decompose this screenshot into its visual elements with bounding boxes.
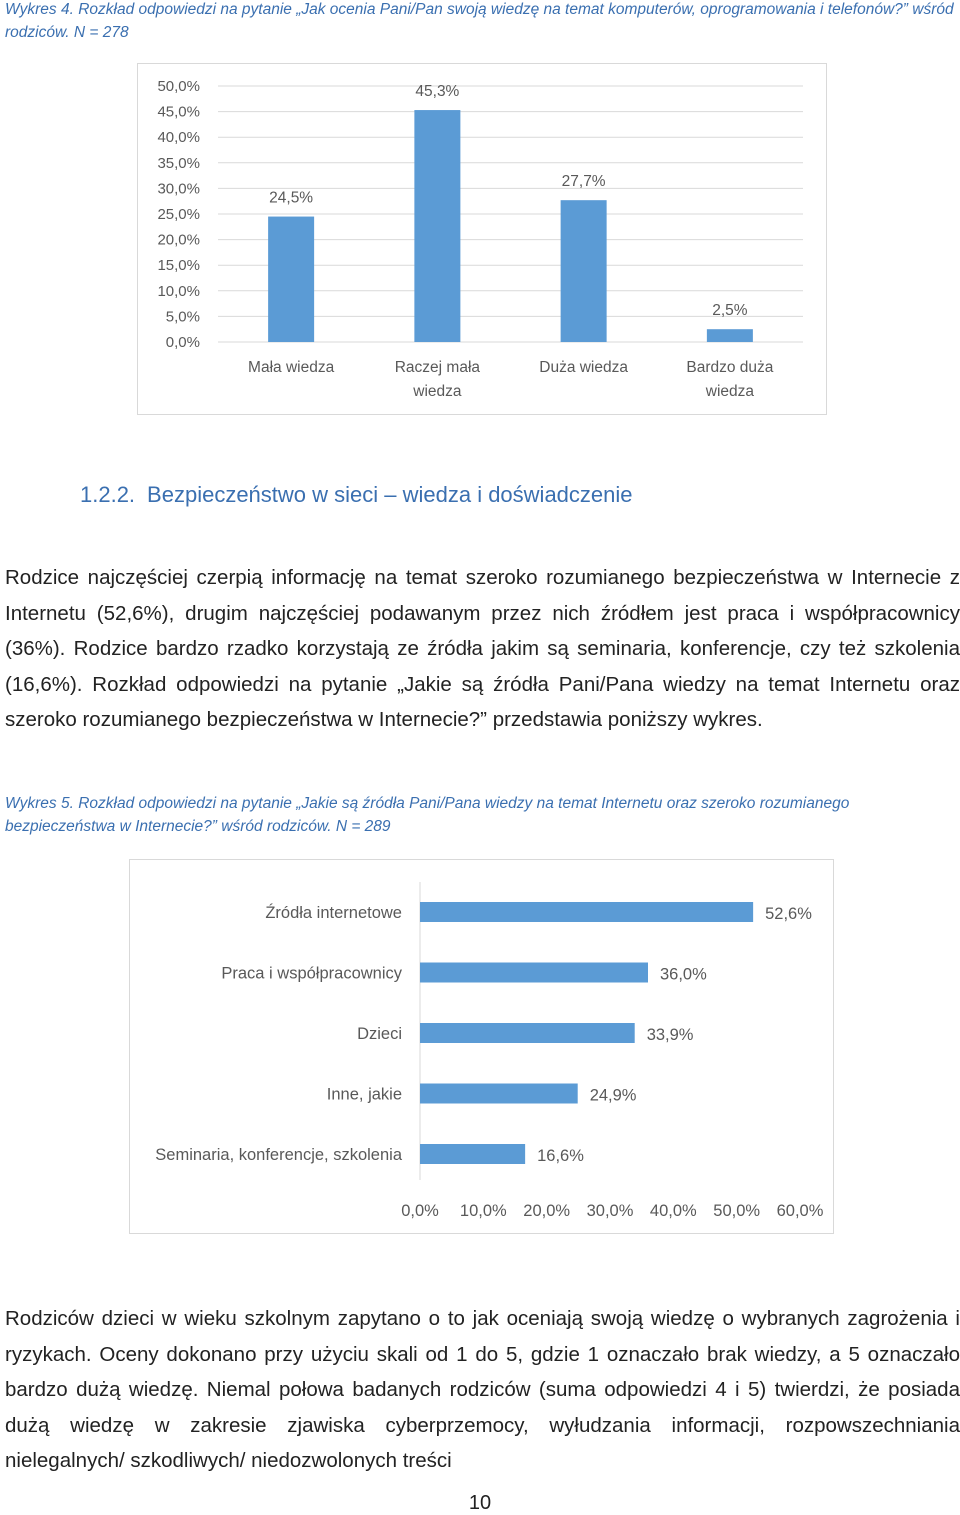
category-label: Praca i współpracownicy [221, 964, 402, 983]
bar [420, 1144, 525, 1164]
bar [420, 1084, 578, 1104]
category-label: Raczej mała [394, 359, 481, 376]
y-tick-label: 25,0% [157, 206, 200, 223]
category-label: wiedza [413, 383, 462, 400]
data-label: 52,6% [765, 905, 812, 923]
y-tick-label: 35,0% [157, 154, 200, 172]
y-tick-label: 0,0% [165, 334, 200, 351]
bar [420, 902, 753, 922]
y-tick-label: 20,0% [157, 231, 200, 249]
data-label: 36,0% [660, 965, 707, 984]
data-label: 27,7% [561, 173, 606, 191]
bar [707, 329, 753, 342]
y-tick-label: 10,0% [157, 282, 200, 300]
x-tick-label: 10,0% [459, 1202, 507, 1220]
bar [420, 963, 648, 983]
caption-text: Rozkład odpowiedzi na pytanie „Jak ocenia Pani/Pan swoją wiedzę na temat komputerów, oprogramowania i telefonów?” wśród rodziców. N = 278 [5, 1, 954, 41]
y-tick-label: 5,0% [165, 308, 200, 326]
x-tick-label: 60,0% [776, 1202, 824, 1220]
y-tick-label: 30,0% [157, 180, 200, 198]
category-label: Bardzo duża [686, 359, 774, 376]
caption-label: Wykres 4. [5, 1, 74, 18]
y-tick-label: 50,0% [157, 78, 200, 95]
category-label: wiedza [705, 383, 754, 400]
x-tick-label: 40,0% [649, 1202, 697, 1220]
bar [268, 217, 314, 342]
data-label: 24,5% [269, 189, 314, 207]
category-label: Duża wiedza [539, 359, 628, 376]
category-label: Dzieci [357, 1025, 402, 1043]
chart-knowledge [138, 64, 826, 414]
page-number: 10 [468, 1492, 492, 1514]
section-number: 1.2.2. [80, 482, 136, 507]
x-tick-label: 20,0% [523, 1202, 571, 1220]
chart-caption-2 [5, 792, 955, 838]
chart-sources-box [129, 859, 834, 1234]
paragraph-sources: Rodzice najczęściej czerpią informację na temat szeroko rozumianego bezpieczeństwa w Internecie z Internetu (52,6%), drugim najczęściej podawanym przez nich źródłem jest praca i współpracownicy (36%). Rodzice bardzo rzadko korzystają ze źródła jakim są seminaria, konferencje, czy też szkolenia (16,6%). Rozkład odpowiedzi na pytanie „Jakie są źródła Pani/Pana wiedzy na temat Internetu oraz szeroko rozumianego bezpieczeństwa w Internecie?” przedstawia poniższy wykres. [5, 566, 960, 731]
paragraph-risks: Rodziców dzieci w wieku szkolnym zapytano o to jak oceniają swoją wiedzę o wybranych zagrożenia i ryzykach. Oceny dokonano przy użyciu skali od 1 do 5, gdzie 1 oznaczało brak wiedzy, a 5 oznaczało bardzo dużą wiedzę. Niemal połowa badanych rodziców (suma odpowiedzi 4 i 5) twierdzi, że posiada dużą wiedzę w zakresie zjawiska cyberprzemocy, wyłudzania informacji, rozpowszechniania nielegalnych/ szkodliwych/ niedozwolonych treści [5, 1307, 960, 1472]
y-tick-label: 40,0% [157, 129, 200, 147]
y-tick-label: 45,0% [157, 103, 200, 121]
chart-sources [130, 860, 833, 1233]
x-tick-label: 0,0% [401, 1202, 439, 1220]
data-label: 16,6% [537, 1147, 584, 1165]
category-label: Inne, jakie [326, 1085, 402, 1104]
data-label: 45,3% [415, 83, 460, 101]
caption-text: Rozkład odpowiedzi na pytanie „Jakie są źródła Pani/Pana wiedzy na temat Internetu oraz szeroko rozumianego bezpieczeństwa w Internecie?” wśród rodziców. N = 289 [5, 795, 850, 835]
data-label: 33,9% [646, 1026, 694, 1044]
section-heading [80, 482, 633, 508]
chart-caption-1 [5, 0, 955, 44]
caption-label: Wykres 5. [5, 795, 74, 812]
category-label: Seminaria, konferencje, szkolenia [155, 1146, 402, 1164]
x-tick-label: 30,0% [586, 1202, 634, 1220]
data-label: 2,5% [712, 302, 748, 320]
bar [561, 200, 607, 342]
category-label: Źródła internetowe [265, 904, 402, 922]
data-label: 24,9% [589, 1086, 637, 1105]
y-tick-label: 15,0% [157, 257, 200, 275]
bar [420, 1023, 635, 1043]
x-tick-label: 50,0% [713, 1202, 761, 1220]
category-label: Mała wiedza [248, 359, 335, 376]
section-title: Bezpieczeństwo w sieci – wiedza i doświadczenie [147, 482, 633, 507]
bar [414, 110, 460, 342]
chart-knowledge-box [137, 63, 827, 415]
